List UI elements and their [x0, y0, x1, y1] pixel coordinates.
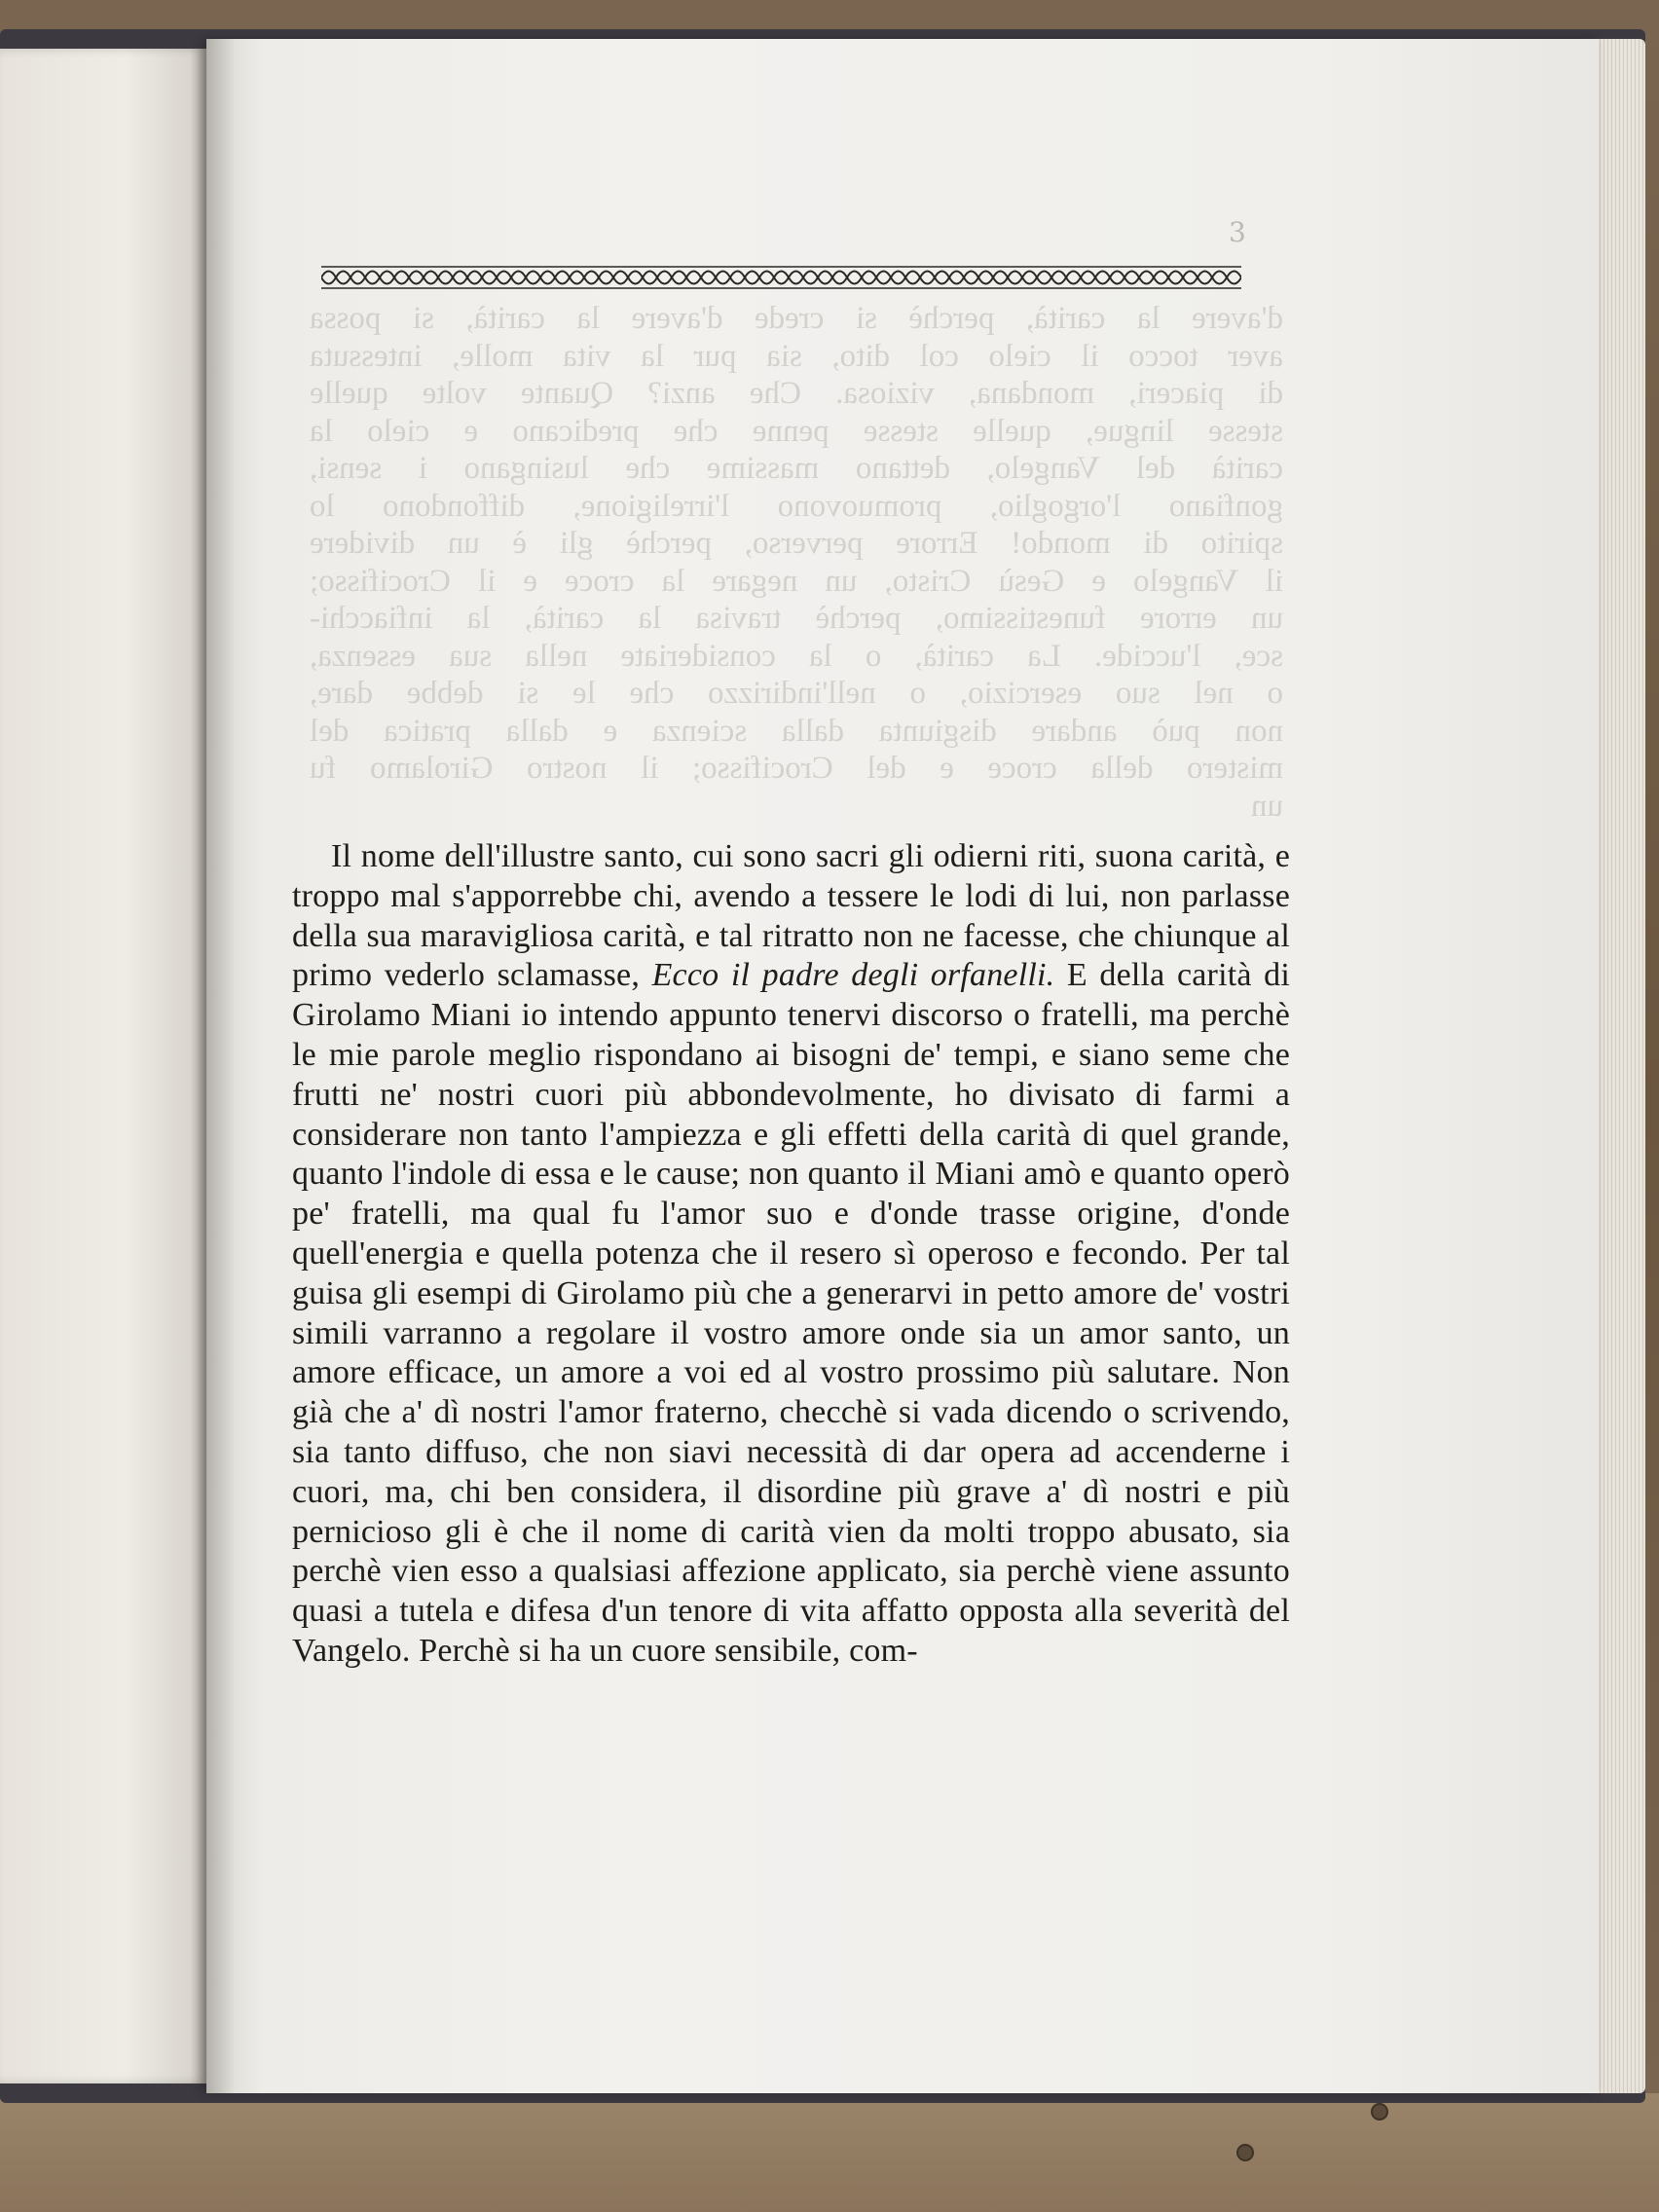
- body-text-part-2: E della carità di Girolamo Miani io intendo appunto tenervi discorso o fratelli, ma perchè le mie parole meglio rispondano ai bisogni de' tempi, e siano seme che frutti ne' nostri cuori più abbondevolmente, ho divisato di farmi a considerare non tanto l'ampiezza e gli effetti della carità di quel grande, quanto l'indole di essa e le cause; non quanto il Miani amò e quanto operò pe' fratelli, ma qual fu l'amor suo e d'onde trasse origine, d'onde quell'energia e quella potenza che il resero sì operoso e fecondo. Per tal guisa gli esempi di Girolamo più che a generarvi in petto amore de' vostri simili varranno a regolare il vostro amore onde sia un amor santo, un amore efficace, un amore a voi ed al vostro prossimo più salutare. Non già che a' dì nostri l'amor fraterno, checchè si vada dicendo o scrivendo, sia tanto diffuso, che non siavi necessità di dar opera ad accenderne i cuori, ma, chi ben considera, il disordine più grave a' dì nostri e più pernicioso gli è che il nome di carità vien da molti troppo abusato, sia perchè vien esso a qualsiasi affezione applicato, sia perchè viene assunto quasi a tutela e difesa d'un tenore di vita affatto opposta alla severità del Vangelo. Perchè si ha un cuore sensibile, com-: [292, 957, 1291, 1669]
- show-through-line: o nel suo esercizio, o nell'indirizzo che le si debbe dare,: [310, 676, 1283, 711]
- body-text-part-1: Il nome dell'illustre santo, cui sono sacri gli odierni riti, suona carità, e troppo mal s'apporrebbe chi, avendo a tessere le lodi di lui, non parlasse della sua maravigliosa carità, e tal ritratto non ne facesse, che chiunque al primo vederlo sclamasse,: [292, 838, 1290, 994]
- page-number: 3: [1229, 216, 1246, 248]
- show-through-line: il Vangelo e Gesù Cristo, un negare la croce e il Crocifisso;: [310, 563, 1283, 599]
- show-through-text: [310, 300, 1283, 860]
- decorative-header-ornament: [321, 265, 1241, 290]
- left-page: [0, 49, 206, 2083]
- show-through-line: gonfiano l'orgoglio, promuovono l'irreligione, diffondono lo: [310, 488, 1283, 524]
- italic-phrase: Ecco il padre degli orfanelli.: [651, 957, 1055, 994]
- show-through-line: sce, l'uccide. La carità, o la consideriate nella sua essenza,: [310, 638, 1283, 674]
- show-through-line: d'avere la carità, perchè si crede d'avere la carità, si possa: [310, 301, 1283, 336]
- show-through-line: un: [1251, 788, 1283, 824]
- show-through-line: di piaceri, mondana, viziosa. Che anzi? Quante volte quelle: [310, 376, 1283, 411]
- show-through-line: un errore funestissimo, perchè travisa la carità, la infiacchi-: [310, 601, 1283, 636]
- show-through-line: stesse lingue, quelle stesse penne che predicano e cielo la: [310, 413, 1283, 449]
- show-through-line: carità del Vangelo, dettano massime che lusingano i sensi,: [310, 451, 1283, 486]
- show-through-line: mistero della croce e del Crocifisso; il nostro Girolamo fu: [310, 751, 1283, 786]
- rivet: [1236, 2144, 1254, 2161]
- body-paragraph: [292, 837, 1290, 1672]
- desk-surface: [0, 2093, 1659, 2212]
- spine-shadow: [206, 39, 236, 2093]
- show-through-line: aver tocco il cielo col dito, sia pur la vita molle, intessuta: [310, 338, 1283, 374]
- rivet: [1371, 2103, 1388, 2120]
- show-through-line: spirito di mondo! Errore perverso, perchè gli è un dividere: [310, 526, 1283, 561]
- show-through-line: non può andare disgiunta dalla scienza e dalla pratica del: [310, 713, 1283, 749]
